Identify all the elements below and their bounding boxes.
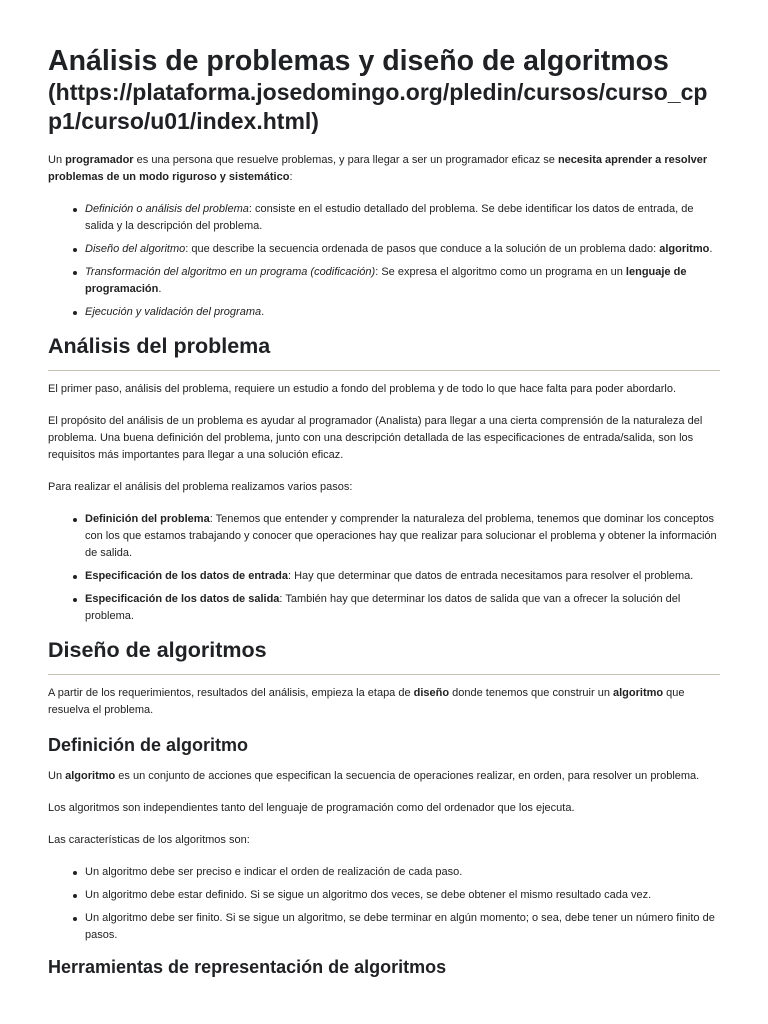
analisis-paragraph-1: El primer paso, análisis del problema, requiere un estudio a fondo del problema y de todo lo que hace falta para poder abordarlo.: [48, 383, 677, 395]
list-item: Un algoritmo debe estar definido. Si se sigue un algoritmo dos veces, se debe obtener el mismo resultado cada vez.: [85, 887, 720, 904]
subsection-heading-definicion: Definición de algoritmo: [48, 735, 249, 755]
list-item: Un algoritmo debe ser preciso e indicar el orden de realización de cada paso.: [85, 864, 720, 881]
intro-paragraph: Un programador es una persona que resuelve problemas, y para llegar a ser un programador eficaz se necesita aprender a resolver problemas de un modo riguroso y sistemático:: [48, 154, 708, 183]
section-heading-analisis: Análisis del problema: [48, 333, 720, 371]
process-steps-list: [48, 201, 720, 321]
list-item: Transformación del algoritmo en un programa (codificación): Se expresa el algoritmo como un programa en un lenguaje de programación.: [85, 264, 720, 298]
list-item: Especificación de los datos de salida: También hay que determinar los datos de salida que van a ofrecer la solución del problema.: [85, 591, 720, 625]
definicion-paragraph-2: Los algoritmos son independientes tanto del lenguaje de programación como del ordenador que los ejecuta.: [48, 802, 575, 814]
analisis-paragraph-2: El propósito del análisis de un problema es ayudar al programador (Analista) para llegar a una cierta comprensión de la naturaleza del problema. Una buena definición del problema, junto con una descripción detallada de las especificaciones de entrada/salida, son los requisitos más importantes para llegar a una solución eficaz.: [48, 415, 703, 461]
subsection-heading-herramientas: Herramientas de representación de algoritmos: [48, 957, 447, 977]
definicion-paragraph-3: Las características de los algoritmos son:: [48, 834, 250, 846]
list-item: Diseño del algoritmo: que describe la secuencia ordenada de pasos que conduce a la solución de un problema dado: algoritmo.: [85, 241, 720, 258]
section-heading-diseno: Diseño de algoritmos: [48, 637, 720, 675]
analisis-steps-list: [48, 511, 720, 625]
title-source-link[interactable]: (https://plataforma.josedomingo.org/pledin/cursos/curso_cpp1/curso/u01/index.html): [48, 79, 708, 134]
page-title: Análisis de problemas y diseño de algoritmos: [48, 45, 669, 77]
characteristics-list: [48, 864, 720, 944]
analisis-paragraph-3: Para realizar el análisis del problema realizamos varios pasos:: [48, 481, 353, 493]
list-item: Definición o análisis del problema: consiste en el estudio detallado del problema. Se debe identificar los datos de entrada, de salida y la descripción del problema.: [85, 201, 720, 235]
list-item: Especificación de los datos de entrada: Hay que determinar que datos de entrada necesitamos para resolver el problema.: [85, 568, 720, 585]
definicion-paragraph-1: Un algoritmo es un conjunto de acciones que especifican la secuencia de operaciones realizar, en orden, para resolver un problema.: [48, 770, 700, 782]
list-item: Un algoritmo debe ser finito. Si se sigue un algoritmo, se debe terminar en algún momento; o sea, debe tener un número finito de pasos.: [85, 910, 720, 944]
list-item: Ejecución y validación del programa.: [85, 304, 720, 321]
diseno-paragraph: A partir de los requerimientos, resultados del análisis, empieza la etapa de diseño donde tenemos que construir un algoritmo que resuelva el problema.: [48, 687, 685, 716]
list-item: Definición del problema: Tenemos que entender y comprender la naturaleza del problema, tenemos que dominar los conceptos con los que estamos trabajando y conocer que operaciones hay que realizar para solucionar el problema y obtener la información de salida.: [85, 511, 720, 562]
